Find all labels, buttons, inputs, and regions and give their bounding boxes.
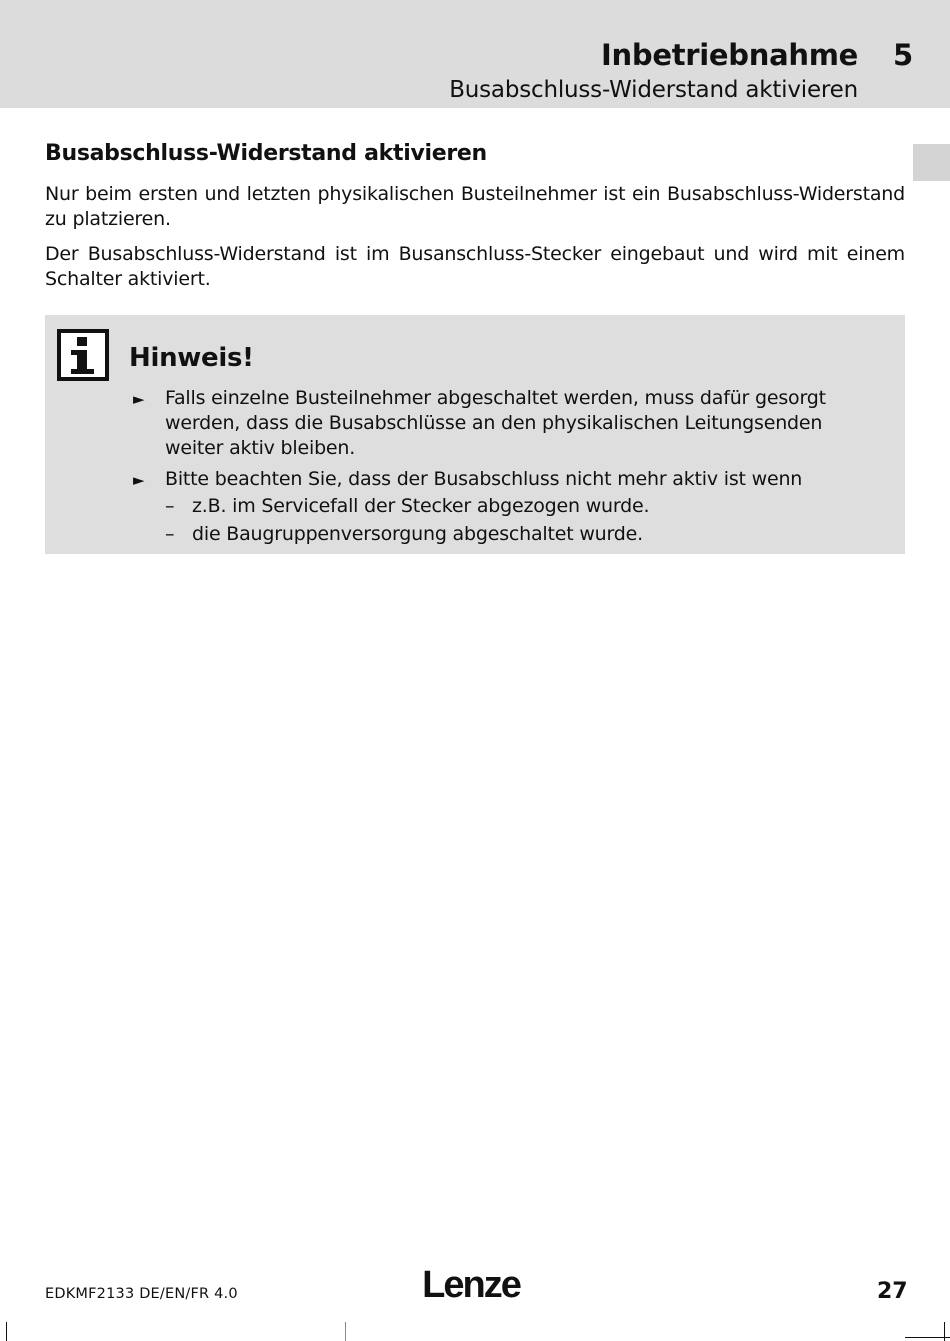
header-subtitle: Busabschluss-Widerstand aktivieren <box>449 77 858 103</box>
body-paragraph: Nur beim ersten und letzten physikalischen Busteilnehmer ist ein Busabschluss-Widerstand zu platzieren. <box>45 183 905 230</box>
note-box <box>45 315 905 554</box>
chapter-thumb-tab <box>913 144 950 181</box>
sub-item-dash: – <box>165 495 175 517</box>
body-paragraph: Der Busabschluss-Widerstand ist im Busanschluss-Stecker eingebaut und wird mit einem Schalter aktiviert. <box>45 243 905 290</box>
crop-mark <box>944 1322 945 1341</box>
bullet-arrow-icon: ► <box>133 471 145 489</box>
page-number: 27 <box>877 1279 908 1304</box>
note-bullet-text: Falls einzelne Busteilnehmer abgeschaltet werden, muss dafür gesorgt werden, dass die Busabschlüsse an den physikalischen Leitungsenden weiter aktiv bleiben. <box>165 387 826 459</box>
lenze-logo <box>416 1265 526 1305</box>
document-id: EDKMF2133 DE/EN/FR 4.0 <box>45 1286 238 1302</box>
bullet-arrow-icon: ► <box>133 390 145 408</box>
chapter-number: 5 <box>893 38 914 72</box>
info-icon <box>57 329 109 381</box>
lenze-logo-text: Lenze <box>422 1265 520 1305</box>
note-sub-item: die Baugruppenversorgung abgeschaltet wurde. <box>192 523 643 545</box>
crop-mark <box>6 1322 7 1341</box>
section-heading: Busabschluss-Widerstand aktivieren <box>45 141 487 166</box>
sub-item-dash: – <box>165 523 175 545</box>
note-bullet-text: Bitte beachten Sie, dass der Busabschluss nicht mehr aktiv ist wenn <box>165 468 803 490</box>
crop-mark <box>345 1322 346 1341</box>
note-sub-item: z.B. im Servicefall der Stecker abgezogen wurde. <box>192 495 650 517</box>
note-title: Hinweis! <box>129 343 254 373</box>
chapter-title: Inbetriebnahme <box>601 38 858 72</box>
